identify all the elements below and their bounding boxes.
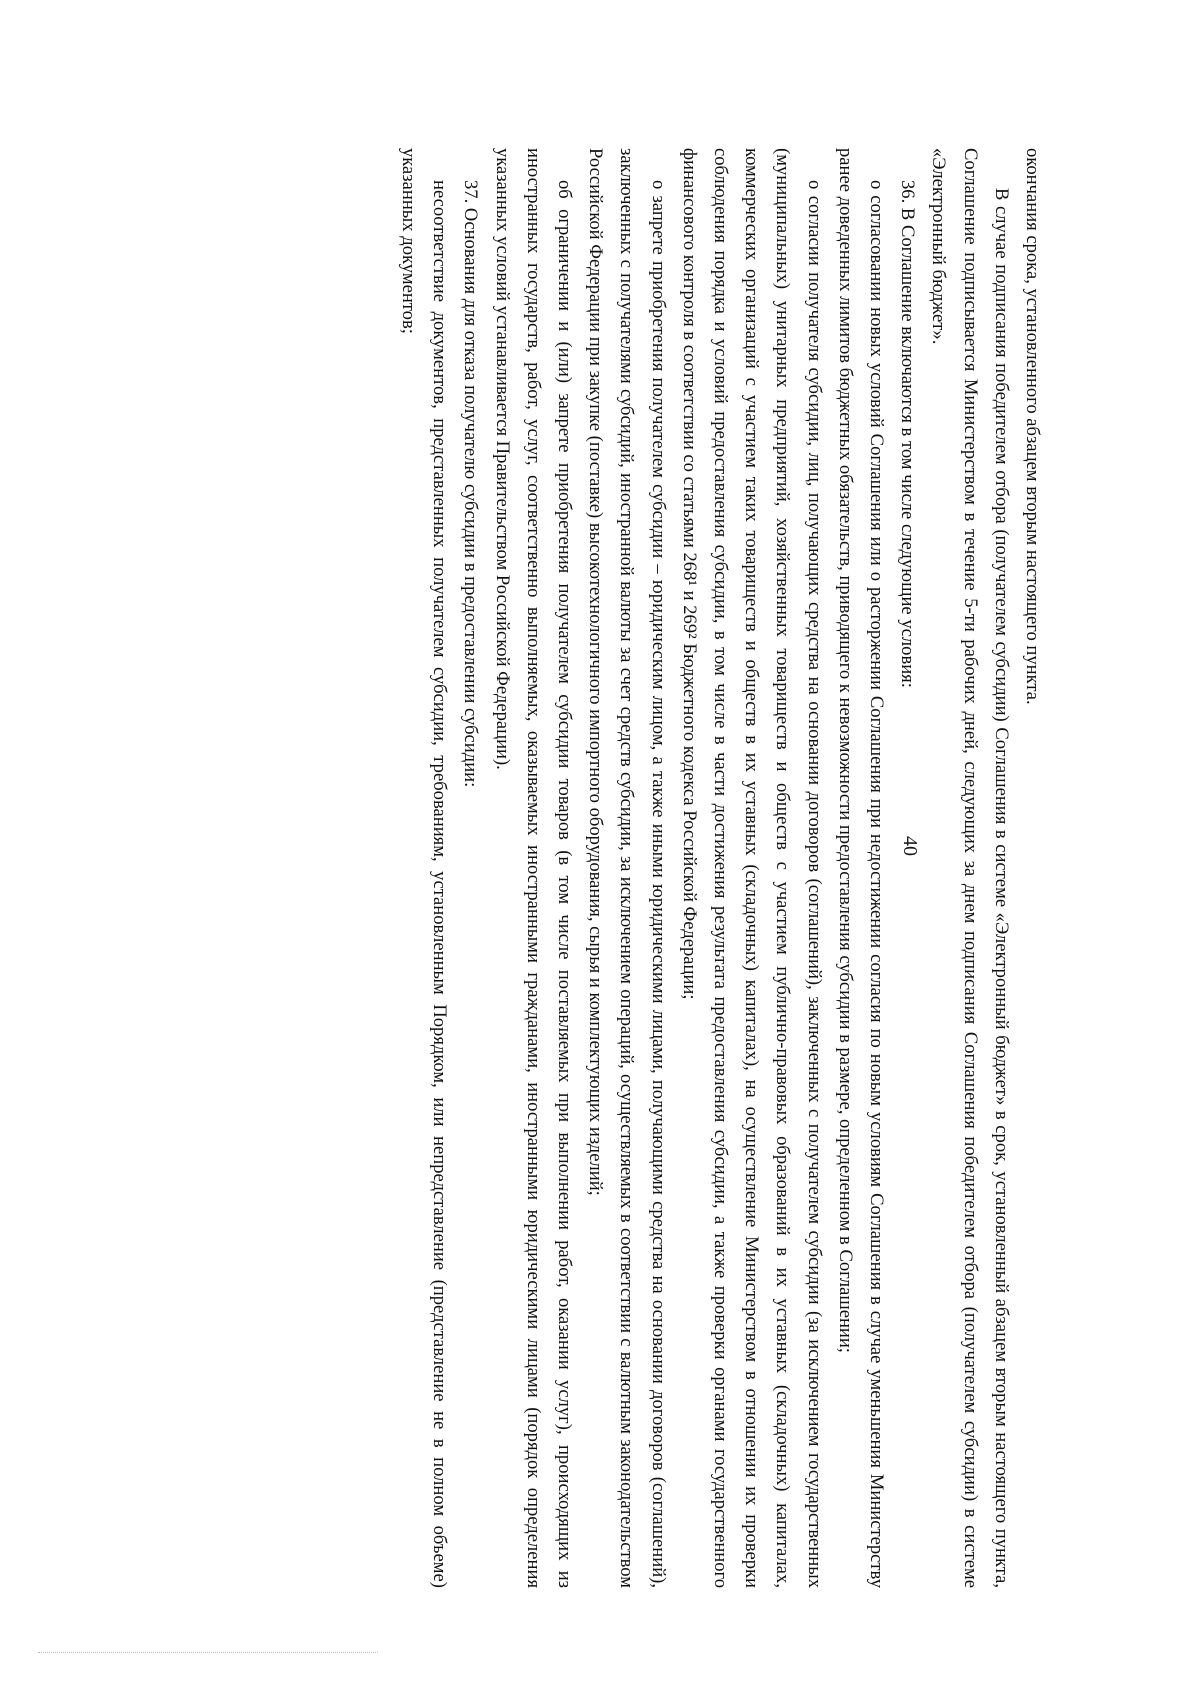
document-body	[393, 148, 1048, 1588]
paragraph-8: 37. Основания для отказа получателю субсидии в предоставлении субсидии:	[460, 180, 482, 788]
page-number: 40	[899, 836, 921, 856]
paragraph-9: несоответствие документов, представленных получателем субсидии, требованиям, установленным Порядком, или непредставление (представление не в полном объеме) указанных документов;	[397, 148, 451, 1588]
paragraph-6: о запрете приобретения получателем субсидии – юридическим лицом, а также иными юридическими лицами, получающими средства на основании договоров (соглашений), заключенных с получателями субсидий, иностранной валюты за счет средств субсидии, за исключением операций, осуществляемых в соответствии с валютным законодательством Российской Федерации при закупке (поставке) высокотехнологичного импортного оборудования, сырья и комплектующих изделий;	[585, 148, 669, 1588]
paragraph-5: о согласии получателя субсидии, лиц, получающих средства на основании договоров (соглашений), заключенных с получателем субсидии (за исключением государственных (муниципальных) унитарных предприятий, хозяйственных товариществ и обществ с участием публично-правовых образований в их уставных (складочных) капиталах, коммерческих организаций с участием таких товариществ и обществ в их уставных (складочных) капиталах), на осуществление Министерством в отношении их проверки соблюдения порядка и условий предоставления субсидии, в том числе в части достижения результата предоставления субсидии, а также проверки органами государственного финансового контроля в соответствии со статьями 268¹ и 269² Бюджетного кодекса Российской Федерации;	[678, 148, 825, 1588]
paragraph-4: о согласовании новых условий Соглашения или о расторжении Соглашения при недостижении согласия по новым условиям Соглашения в случае уменьшения Министерству ранее доведенных лимитов бюджетных обязательств, приводящего к невозможности предоставления субсидии в размере, определенном в Соглашении;	[834, 148, 887, 1588]
paragraph-7: об ограничении и (или) запрете приобретения получателем субсидии товаров (в том числе поставляемых при выполнении работ, оказании услуг), происходящих из иностранных государств, работ, услуг, соответственно выполняемых, оказываемых иностранными гражданами, иностранными юридическими лицами (порядок определения указанных условий устанавливается Правительством Российской Федерации).	[491, 148, 575, 1588]
paragraph-2: В случае подписания победителем отбора (получателем субсидии) Соглашения в системе «Электронный бюджет» в срок, установленный абзацем вторым настоящего пункта, Соглашение подписывается Министерством в течение 5-ти рабочих дней, следующих за днем подписания Соглашения победителем отбора (получателем субсидии) в системе «Электронный бюджет».	[928, 148, 1012, 1588]
scan-artifact-line	[38, 1652, 378, 1653]
paragraph-3: 36. В Соглашение включаются в том числе следующие условия:	[897, 180, 919, 688]
paragraph-1: окончания срока, установленного абзацем вторым настоящего пункта.	[1022, 148, 1043, 705]
